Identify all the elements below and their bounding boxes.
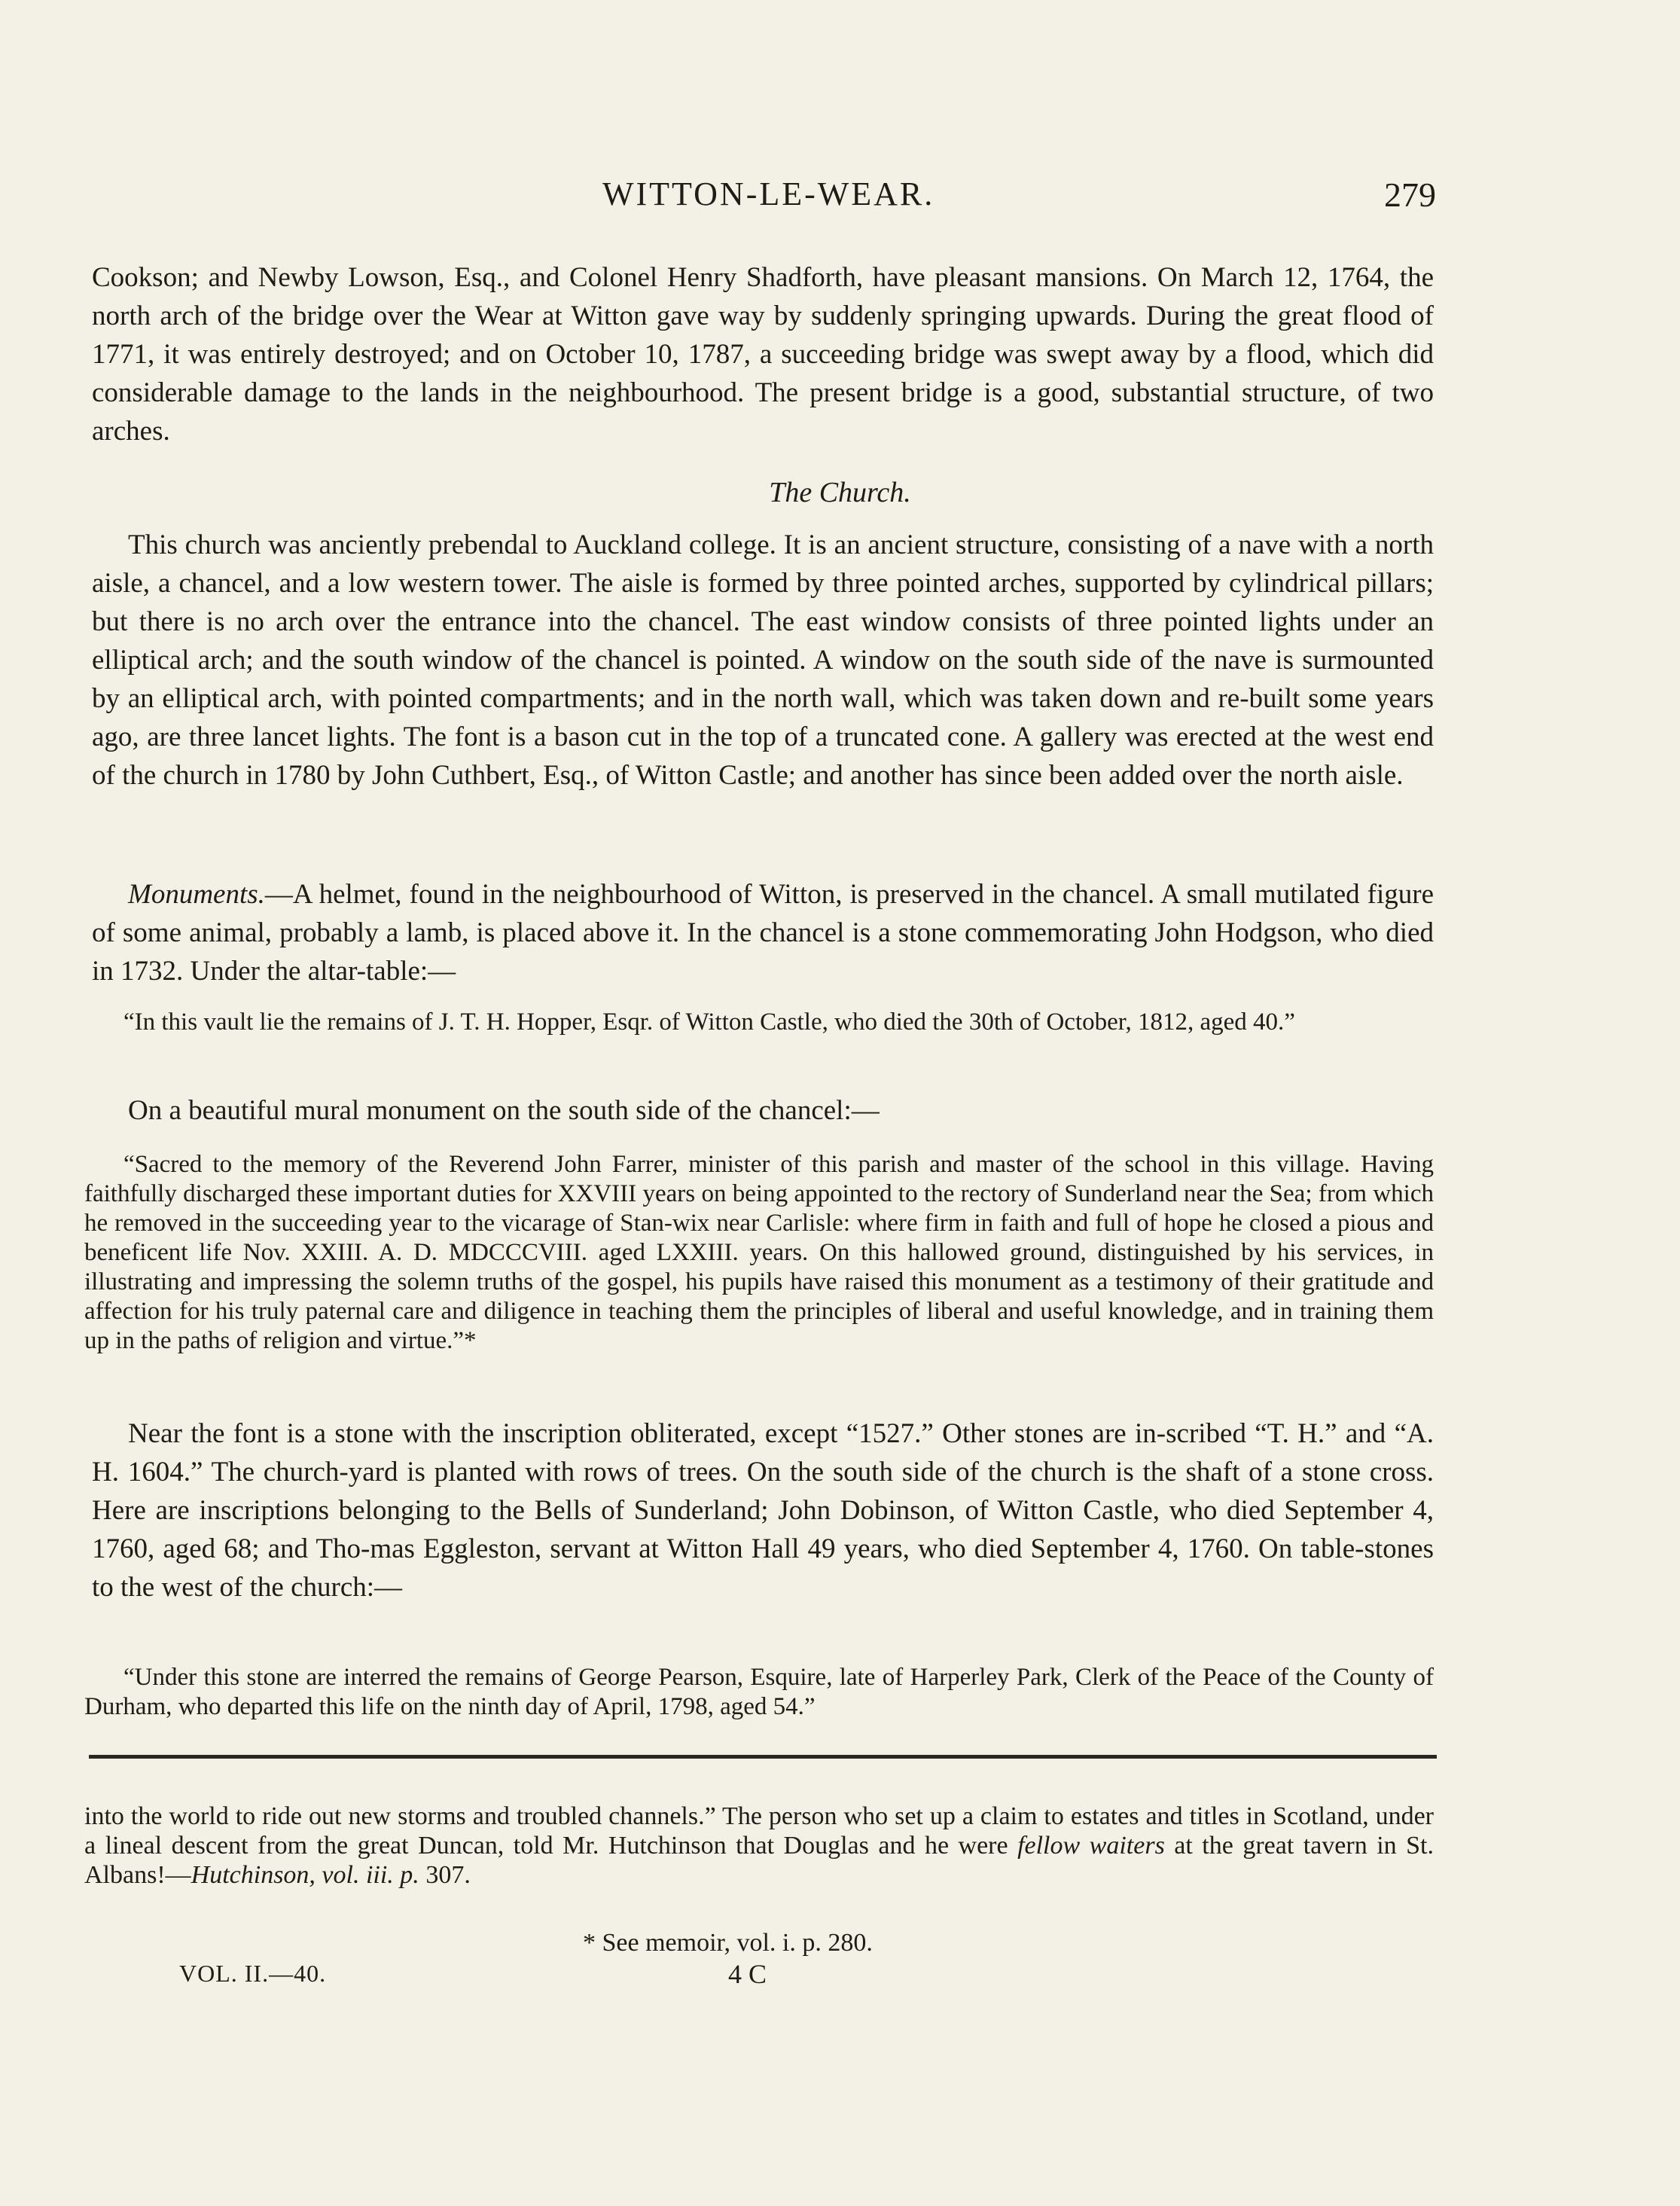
footnote-italic-b: Hutchinson, vol. iii. p. xyxy=(191,1861,419,1889)
footnote-continuation xyxy=(84,1802,1434,1890)
page-header xyxy=(0,175,1680,227)
quote-pearson: “Under this stone are interred the remains of George Pearson, Esquire, late of Harperley Park, Clerk of the Peace of the County of Durham, who departed this life on the ninth day of April, 1798, aged 54.” xyxy=(84,1664,1434,1720)
footnote-star: * See memoir, vol. i. p. 280. xyxy=(583,1929,873,1957)
paragraph-bridges: Cookson; and Newby Lowson, Esq., and Colonel Henry Shadforth, have pleasant mansions. On March 12, 1764, the north arch of the bridge over the Wear at Witton gave way by suddenly springing upwards. During the great flood of 1771, it was entirely destroyed; and on October 10, 1787, a succeeding bridge was swept away by a flood, which did considerable damage to the lands in the neighbourhood. The present bridge is a good, substantial structure, of two arches. xyxy=(92,262,1434,447)
paragraph-church-description: This church was anciently prebendal to Auckland college. It is an ancient structure, consisting of a nave with a north aisle, a chancel, and a low western tower. The aisle is formed by three pointed arches, supported by cylindrical pillars; but there is no arch over the entrance into the chancel. The east window consists of three pointed lights under an elliptical arch; and the south window of the chancel is pointed. A window on the south side of the nave is surmounted by an elliptical arch, with pointed compartments; and in the north wall, which was taken down and re-built some years ago, are three lancet lights. The font is a bason cut in the top of a truncated cone. A gallery was erected at the west end of the church in 1780 by John Cuthbert, Esq., of Witton Castle; and another has since been added over the north aisle. xyxy=(92,529,1434,791)
paragraph-mural-monument: On a beautiful mural monument on the south side of the chancel:— xyxy=(128,1095,880,1126)
paragraph-monuments xyxy=(92,875,1434,990)
signature-mark: 4 C xyxy=(728,1959,767,1989)
section-heading-church: The Church. xyxy=(769,477,911,508)
paragraph-font-stones: Near the font is a stone with the inscription obliterated, except “1527.” Other stones are in-scribed “T. H.” and “A. H. 1604.” The church-yard is planted with rows of trees. On the south side of the church is the shaft of a stone cross. Here are inscriptions belonging to the Bells of Sunderland; John Dobinson, of Witton Castle, who died September 4, 1760, aged 68; and Tho-mas Eggleston, servant at Witton Hall 49 years, who died September 4, 1760. On table-stones to the west of the church:— xyxy=(92,1418,1434,1603)
footnote-text-b: at the great tavern in St. Albans!— xyxy=(84,1832,1434,1889)
running-title: WITTON-LE-WEAR. xyxy=(602,175,935,212)
footnote-text-c: 307. xyxy=(419,1861,471,1889)
footnote-text-a: into the world to ride out new storms and troubled channels.” The person who set up a claim to estates and titles in Scotland, under a lineal descent from the great Duncan, told Mr. Hutchinson that Douglas and he were xyxy=(84,1802,1434,1860)
page-number: 279 xyxy=(1384,175,1436,214)
volume-mark: VOL. II.—40. xyxy=(179,1960,327,1987)
footnote-rule xyxy=(89,1755,1437,1759)
monuments-label: Monuments. xyxy=(128,879,265,910)
footnote-italic-a: fellow waiters xyxy=(1017,1832,1165,1860)
quote-hopper: “In this vault lie the remains of J. T. H. Hopper, Esqr. of Witton Castle, who died the 30th of October, 1812, aged 40.” xyxy=(123,1008,1295,1036)
monuments-text: —A helmet, found in the neighbourhood of Witton, is preserved in the chancel. A small mutilated figure of some animal, probably a lamb, is placed above it. In the chancel is a stone commemorating John Hodgson, who died in 1732. Under the altar-table:— xyxy=(92,879,1434,987)
quote-farrer: “Sacred to the memory of the Reverend John Farrer, minister of this parish and master of the school in this village. Having faithfully discharged these important duties for XXVIII years on being appointed to the rectory of Sunderland near the Sea; from which he removed in the succeeding year to the vicarage of Stan-wix near Carlisle: where firm in faith and full of hope he closed a pious and beneficent life Nov. XXIII. A. D. MDCCCVIII. aged LXXIII. years. On this hallowed ground, distinguished by his services, in illustrating and impressing the solemn truths of the gospel, his pupils have raised this monument as a testimony of their gratitude and affection for his truly paternal care and diligence in teaching them the principles of liberal and useful knowledge, and in training them up in the paths of religion and virtue.”* xyxy=(84,1151,1434,1354)
